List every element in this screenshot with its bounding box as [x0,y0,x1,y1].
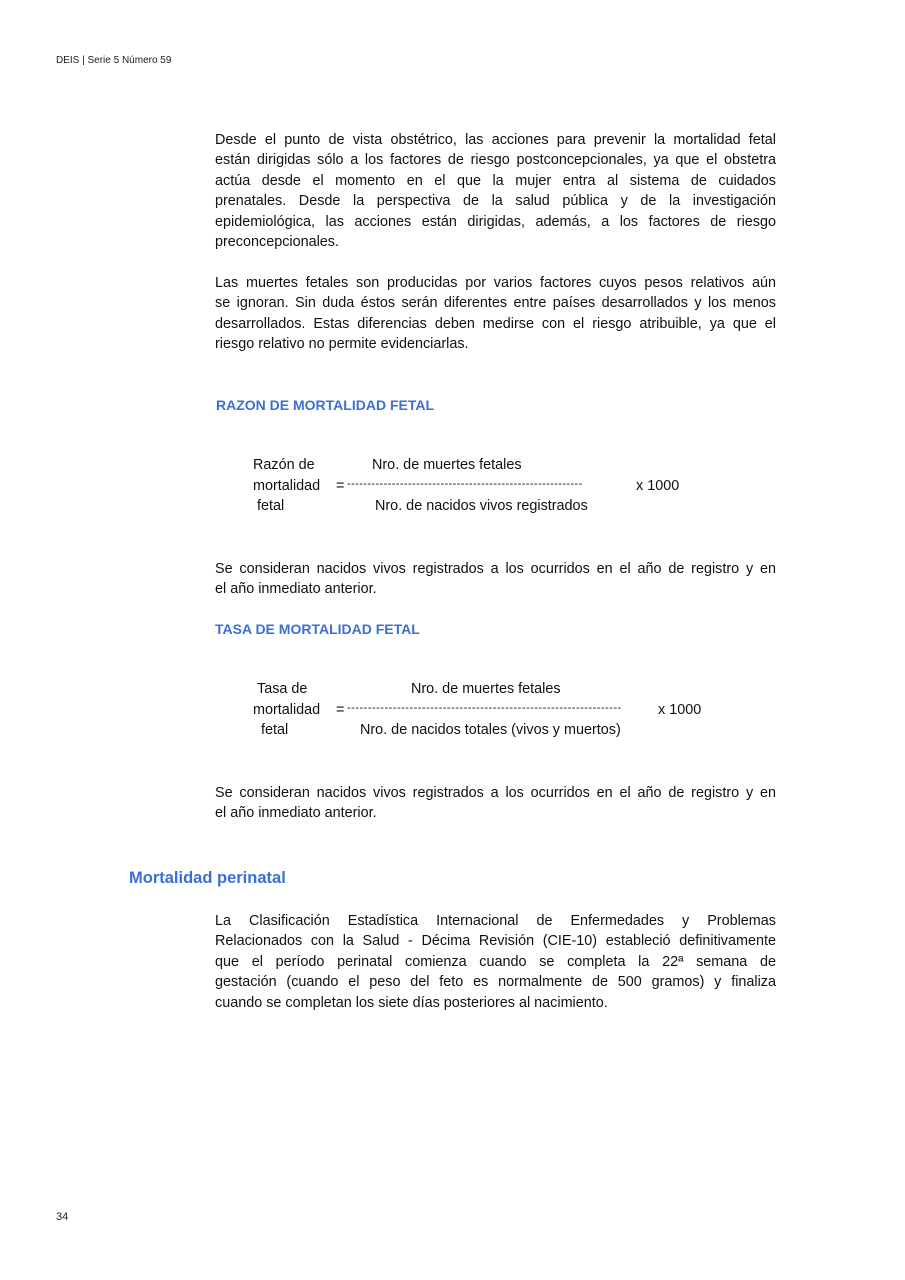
formula-multiplier: x 1000 [636,478,680,494]
text-line: prenatales. Desde la perspectiva de la salud pública y de la investigación [215,193,776,210]
formula-label: Tasa de [257,681,308,697]
text-line: Relacionados con la Salud - Décima Revisión (CIE-10) estableció definitivamente [215,933,776,950]
text-line: gestación (cuando el peso del feto es normalmente de 500 gramos) y finaliza [215,974,776,991]
paragraph-nacidos-vivos-note-2 [215,783,776,824]
page-number: 34 [56,1211,69,1223]
formula-label: Razón de [253,457,315,473]
text-line: epidemiológica, las acciones están dirigidas, además, a los factores de riesgo [215,213,776,230]
text-line: están dirigidas sólo a los factores de riesgo postconcepcionales, ya que el obstetra [215,152,776,169]
text-line: que el período perinatal comienza cuando se completa la 22ª semana de [215,953,776,970]
formula-numerator: Nro. de muertes fetales [411,681,561,697]
formula-label: mortalidad [253,478,321,494]
formula-numerator: Nro. de muertes fetales [372,457,522,473]
text-line: se ignoran. Sin duda éstos serán diferentes entre países desarrollados y los menos [215,295,776,312]
paragraph-perinatal [215,911,776,1013]
text-line: riesgo relativo no permite evidenciarlas. [215,336,469,353]
text-line: La Clasificación Estadística Internacional de Enfermedades y Problemas [215,913,776,929]
text-line: Las muertes fetales son producidas por varios factores cuyos pesos relativos aún [215,275,776,291]
formula-label: mortalidad [253,702,321,718]
text-line: Se consideran nacidos vivos registrados a los ocurridos en el año de registro y en [215,785,776,801]
running-header: DEIS | Serie 5 Número 59 [56,55,172,66]
paragraph-fetal-deaths [215,273,776,355]
formula-multiplier: x 1000 [658,702,702,718]
text-line: Se consideran nacidos vivos registrados a los ocurridos en el año de registro y en [215,561,776,577]
heading-razon-mortalidad-fetal: RAZON DE MORTALIDAD FETAL [216,397,435,413]
text-line: cuando se completan los siete días posteriores al nacimiento. [215,994,608,1011]
formula-equals: = [336,478,345,494]
text-line: preconcepcionales. [215,234,339,251]
formula-label: fetal [261,722,289,738]
text-line: el año inmediato anterior. [215,581,377,598]
formula-equals: = [336,702,345,718]
paragraph-nacidos-vivos-note [215,559,776,600]
text-line: el año inmediato anterior. [215,805,377,822]
text-line: actúa desde el momento en el que la mujer entra al sistema de cuidados [215,172,776,189]
section-heading-mortalidad-perinatal: Mortalidad perinatal [129,869,286,887]
formula-fraction-bar: ------------------------------------------------------------------ [347,702,622,714]
formula-denominator: Nro. de nacidos totales (vivos y muertos) [360,722,621,738]
heading-tasa-mortalidad-fetal: TASA DE MORTALIDAD FETAL [215,621,420,637]
text-line: Desde el punto de vista obstétrico, las acciones para prevenir la mortalidad fetal [215,132,776,148]
paragraph-obstetric [215,130,776,252]
formula-denominator: Nro. de nacidos vivos registrados [375,498,588,514]
formula-fraction-bar: ---------------------------------------------------------- [347,478,583,490]
formula-label: fetal [257,498,285,514]
text-line: desarrollados. Estas diferencias deben medirse con el riesgo atribuible, ya que el [215,315,776,332]
